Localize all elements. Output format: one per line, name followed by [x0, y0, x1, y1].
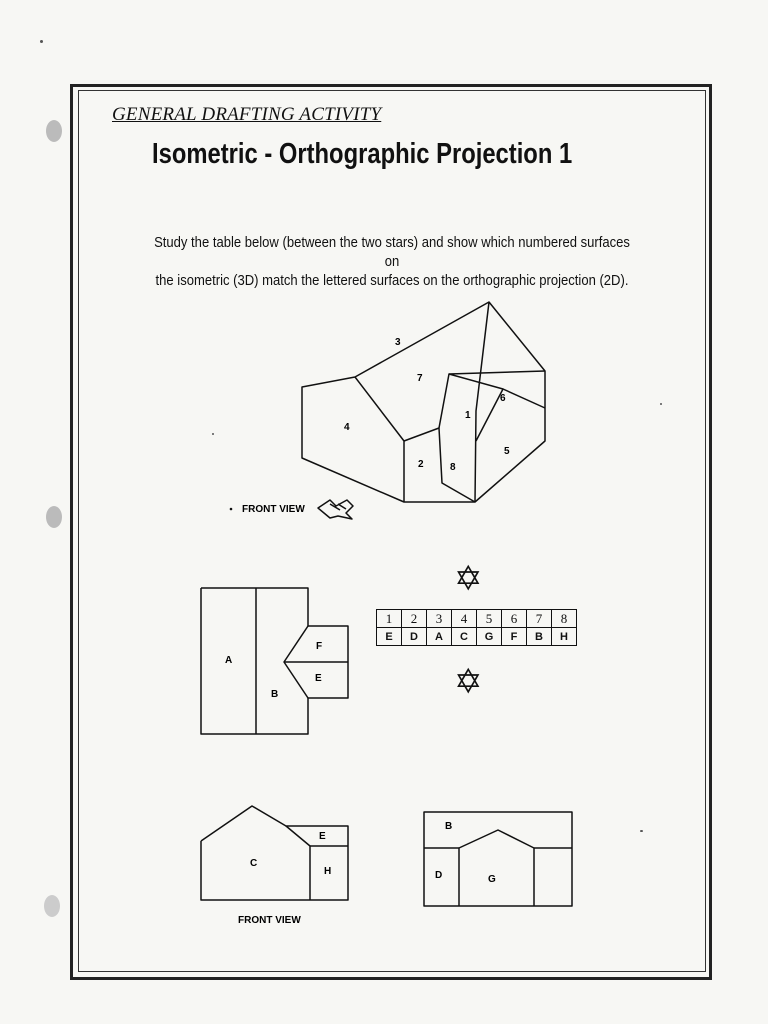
table-cell-letter[interactable]: E — [377, 628, 402, 646]
binder-hole — [46, 120, 62, 142]
table-cell-number: 1 — [377, 610, 402, 628]
answer-table-letter-row — [377, 628, 577, 646]
side-view-label-b: B — [445, 821, 453, 832]
front-view-label-e: E — [319, 831, 326, 842]
instructions-line-2: the isometric (3D) match the lettered surfaces on the orthographic projection (2D). — [155, 273, 629, 289]
page-title: Isometric - Orthographic Projection 1 — [152, 138, 573, 170]
iso-outline — [302, 302, 545, 502]
side-view-drawing — [418, 806, 578, 912]
table-cell-letter[interactable]: A — [427, 628, 452, 646]
top-view-drawing — [195, 582, 355, 740]
table-cell-number: 2 — [402, 610, 427, 628]
binder-hole — [44, 895, 60, 917]
front-view-drawing — [195, 800, 355, 930]
table-cell-number: 4 — [452, 610, 477, 628]
iso-label-2: 2 — [418, 459, 424, 470]
instructions-line-1: Study the table below (between the two stars) and show which numbered surfaces on — [154, 235, 630, 270]
table-cell-letter[interactable]: C — [452, 628, 477, 646]
iso-label-6: 6 — [500, 393, 506, 404]
bullet-dot — [230, 508, 233, 511]
table-cell-letter[interactable]: B — [527, 628, 552, 646]
front-view-gable-line — [286, 826, 310, 900]
iso-label-3: 3 — [395, 337, 401, 348]
iso-label-4: 4 — [344, 422, 350, 433]
iso-label-7: 7 — [417, 373, 423, 384]
arrow-icon — [318, 500, 353, 519]
star-of-david-icon: ✡ — [454, 560, 483, 598]
iso-label-5: 5 — [504, 446, 510, 457]
top-view-label-e: E — [315, 673, 322, 684]
binder-hole — [46, 506, 62, 528]
iso-ridge-edge — [475, 302, 489, 502]
side-view-label-d: D — [435, 870, 443, 881]
side-view-label-g: G — [488, 874, 496, 885]
scan-speck — [640, 830, 643, 832]
answer-table-number-row — [377, 610, 577, 628]
table-cell-number: 3 — [427, 610, 452, 628]
top-view-label-b: B — [271, 689, 279, 700]
iso-wing-ridge — [503, 389, 545, 408]
table-cell-letter[interactable]: H — [552, 628, 577, 646]
table-cell-number: 8 — [552, 610, 577, 628]
table-cell-letter[interactable]: F — [502, 628, 527, 646]
table-cell-letter[interactable]: D — [402, 628, 427, 646]
front-view-label-c: C — [250, 858, 258, 869]
front-view-outline — [201, 806, 348, 900]
front-view-label-h: H — [324, 866, 332, 877]
table-cell-number: 6 — [502, 610, 527, 628]
top-view-label-f: F — [316, 641, 323, 652]
front-view-indicator — [228, 494, 368, 524]
top-view-label-a: A — [225, 655, 233, 666]
instructions — [145, 234, 638, 291]
iso-wing-edges — [404, 428, 475, 502]
star-of-david-icon: ✡ — [454, 663, 483, 701]
iso-wing-roof — [439, 371, 545, 428]
table-cell-number: 7 — [527, 610, 552, 628]
table-cell-number: 5 — [477, 610, 502, 628]
side-view-wing-gable — [459, 830, 534, 906]
answer-table — [376, 609, 577, 646]
iso-label-1: 1 — [465, 410, 471, 421]
isometric-drawing — [290, 295, 555, 510]
scan-speck — [40, 40, 43, 43]
iso-front-view-label: FRONT VIEW — [242, 504, 305, 515]
scan-speck — [660, 403, 662, 405]
top-view-outline — [201, 588, 348, 734]
front-view-caption: FRONT VIEW — [238, 915, 301, 926]
page-border-inner — [78, 90, 706, 972]
iso-label-8: 8 — [450, 462, 456, 473]
activity-heading: GENERAL DRAFTING ACTIVITY — [112, 104, 382, 125]
scan-speck — [212, 433, 214, 435]
table-cell-letter[interactable]: G — [477, 628, 502, 646]
